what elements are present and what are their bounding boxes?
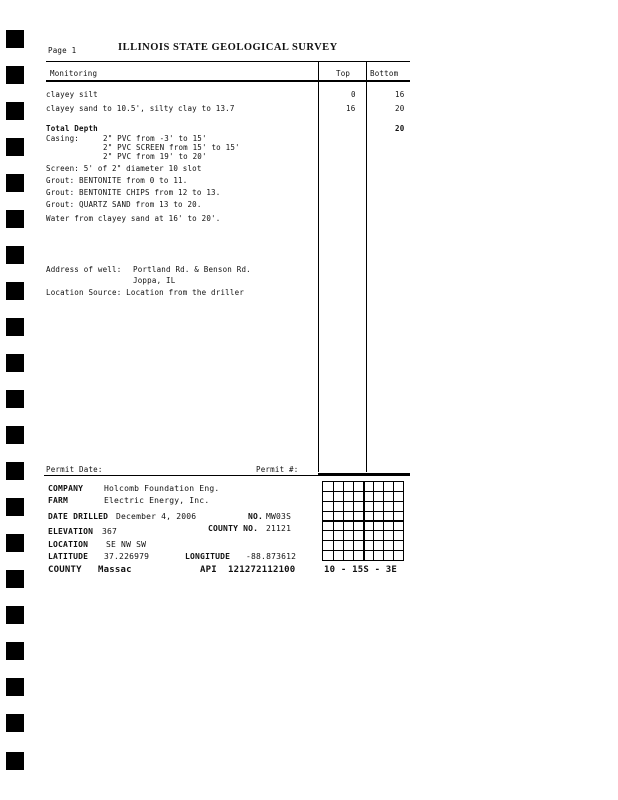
- binding-mark: [6, 498, 24, 516]
- binding-mark: [6, 282, 24, 300]
- address-line-2: Joppa, IL: [133, 276, 176, 285]
- total-depth-label: Total Depth: [46, 124, 98, 133]
- binding-mark: [6, 66, 24, 84]
- api-value: 121272112100: [228, 565, 296, 575]
- binding-mark: [6, 390, 24, 408]
- column-header-top: Top: [336, 69, 351, 78]
- county-label: COUNTY: [48, 565, 82, 575]
- note-line: Grout: QUARTZ SAND from 13 to 20.: [46, 200, 202, 209]
- date-drilled-value: December 4, 2006: [116, 512, 197, 521]
- longitude-label: LONGITUDE: [185, 552, 231, 561]
- latitude-value: 37.226979: [104, 552, 150, 561]
- elevation-label: ELEVATION: [48, 527, 94, 536]
- address-label: Address of well:: [46, 265, 122, 274]
- column-divider-bottom: [366, 62, 367, 472]
- casing-line: 2" PVC from -3' to 15': [103, 134, 207, 143]
- permit-rule-thick: [318, 473, 410, 475]
- log-top: 16: [346, 104, 356, 113]
- location-value: SE NW SW: [106, 540, 147, 549]
- column-header-description: Monitoring: [50, 69, 98, 78]
- binding-mark: [6, 210, 24, 228]
- well-number-value: MW03S: [266, 512, 292, 521]
- log-bottom: 20: [395, 104, 405, 113]
- binding-mark: [6, 174, 24, 192]
- address-line-1: Portland Rd. & Benson Rd.: [133, 265, 251, 274]
- casing-line: 2" PVC from 19' to 20': [103, 152, 207, 161]
- document-title: ILLINOIS STATE GEOLOGICAL SURVEY: [118, 42, 338, 53]
- note-line: Screen: 5' of 2" diameter 10 slot: [46, 164, 202, 173]
- header-rule-thick: [46, 80, 410, 82]
- binding-mark: [6, 606, 24, 624]
- binding-mark: [6, 462, 24, 480]
- log-top: 0: [351, 90, 356, 99]
- log-description: clayey sand to 10.5', silty clay to 13.7: [46, 104, 235, 113]
- section-grid: [322, 481, 404, 561]
- farm-value: Electric Energy, Inc.: [104, 496, 210, 505]
- county-value: Massac: [98, 565, 132, 575]
- permit-number-label: Permit #:: [256, 465, 299, 474]
- location-source: Location Source: Location from the driller: [46, 288, 245, 297]
- log-description: clayey silt: [46, 90, 98, 99]
- binding-mark: [6, 678, 24, 696]
- binding-mark: [6, 246, 24, 264]
- total-depth-value: 20: [395, 124, 405, 133]
- column-header-bottom: Bottom: [370, 69, 399, 78]
- page-number: Page 1: [48, 46, 77, 55]
- binding-mark: [6, 426, 24, 444]
- latitude-label: LATITUDE: [48, 552, 89, 561]
- date-drilled-label: DATE DRILLED: [48, 512, 109, 521]
- binding-mark: [6, 570, 24, 588]
- county-number-value: 21121: [266, 524, 292, 533]
- casing-line: 2" PVC SCREEN from 15' to 15': [103, 143, 240, 152]
- note-line: Water from clayey sand at 16' to 20'.: [46, 214, 221, 223]
- well-number-label: NO.: [248, 512, 264, 521]
- binding-mark: [6, 354, 24, 372]
- company-value: Holcomb Foundation Eng.: [104, 484, 220, 493]
- binding-mark: [6, 30, 24, 48]
- api-label: API: [200, 565, 217, 575]
- log-bottom: 16: [395, 90, 405, 99]
- note-line: Grout: BENTONITE CHIPS from 12 to 13.: [46, 188, 221, 197]
- binding-mark: [6, 138, 24, 156]
- header-rule: [46, 61, 410, 62]
- elevation-value: 367: [102, 527, 118, 536]
- binding-mark: [6, 102, 24, 120]
- casing-label: Casing:: [46, 134, 80, 143]
- county-number-label: COUNTY NO.: [208, 524, 259, 533]
- farm-label: FARM: [48, 496, 69, 505]
- permit-date-label: Permit Date:: [46, 465, 103, 474]
- location-label: LOCATION: [48, 540, 89, 549]
- binding-mark: [6, 714, 24, 732]
- binding-mark: [6, 534, 24, 552]
- company-label: COMPANY: [48, 484, 84, 493]
- binding-mark: [6, 642, 24, 660]
- binding-mark: [6, 318, 24, 336]
- binding-mark: [6, 752, 24, 770]
- township-range: 10 - 15S - 3E: [324, 565, 398, 575]
- longitude-value: -88.873612: [246, 552, 297, 561]
- permit-rule: [44, 475, 410, 476]
- note-line: Grout: BENTONITE from 0 to 11.: [46, 176, 188, 185]
- column-divider-top: [318, 62, 319, 472]
